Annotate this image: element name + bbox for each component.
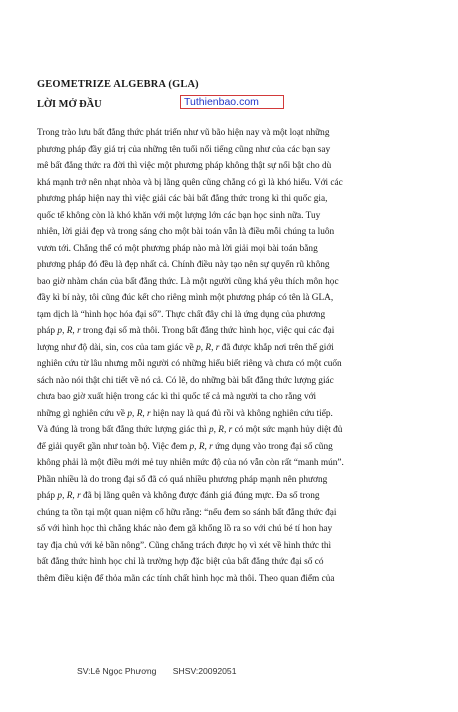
text-line: Phần nhiều là do trong đại số đã có quá nhiều phương pháp mạnh nên phương [37, 474, 328, 485]
section-heading: LỜI MỞ ĐẦU [37, 99, 102, 110]
text-line: pháp p, R, r trong đại số mà thôi. Trong bất đẳng thức hình học, việc qui các đại [37, 326, 335, 336]
page-footer [77, 666, 237, 676]
text-line: phương pháp đó đều là đẹp nhất cả. Chính điều này tạo nên sự quyến rũ không [37, 260, 330, 270]
text-line: phương pháp đầy giá trị của những tên tuổi nổi tiếng cũng như của các bạn say [37, 144, 331, 155]
text-line: nhiên, lời giải đẹp và trong sáng cho một bài toán vẫn là điều mỗi chúng ta luôn [37, 227, 335, 237]
text-line: vươn tới. Chẳng thể có một phương pháp nào mà lời giải mọi bài toán bằng [37, 243, 318, 254]
text-line: khá mạnh trở nên nhạt nhòa và bị lãng quên cũng chẳng có gì là khó hiểu. Với các [37, 177, 343, 188]
text-line: chúng ta tồn tại một quan niệm cố hữu rằng: “nếu đem so sánh bất đẳng thức đại [37, 507, 337, 518]
text-line: pháp p, R, r đã bị lãng quên và không được đánh giá đúng mực. Đa số trong [37, 491, 320, 501]
text-line: không phải là một điều mới mẻ tuy nhiên mức độ của nó vẫn còn rất “manh mún”. [37, 458, 344, 468]
text-line: nghiên cứu từ lâu nhưng mỗi người có những hiểu biết riêng và chưa có một cuốn [37, 359, 342, 369]
text-line: quốc tế không còn là khó khăn với một lượng lớn các bạn học sinh nữa. Tuy [37, 210, 321, 221]
text-line: tạm dịch là “hình học hóa đại số”. Thực chất đây chỉ là ứng dụng của phương [37, 309, 326, 320]
document-title: GEOMETRIZE ALGEBRA (GLA) [37, 79, 199, 90]
text-line: tay địa chủ với kẻ bần nông”. Cũng chẳng trách được họ vì xét về hình thức thì [37, 540, 332, 551]
text-line: phương pháp hiện nay thì việc giải các bài bất đẳng thức trong kì thi quốc gia, [37, 194, 328, 204]
text-line: bao giờ nhàm chán của bất đẳng thức. Là một người cũng khá yêu thích môn học [37, 276, 339, 287]
footer-student-id: SHSV:20092051 [172, 666, 237, 676]
text-line: chưa bao giờ xuất hiện trong các kì thi quốc tế cả mà người ta cho rằng với [37, 392, 317, 402]
text-line: bất đẳng thức hình học chỉ là trường hợp đặc biệt của bất đẳng thức đại số có [37, 557, 324, 567]
text-line: để giải quyết gần như toàn bộ. Việc đem p, R, r ứng dụng vào trong đại số cũng [37, 441, 333, 452]
text-line: những gì nghiên cứu về p, R, r hiện nay là quá đủ rồi và không nghiên cứu tiếp. [37, 408, 333, 419]
text-line: số với hình học thì chẳng khác nào đem gã khổng lồ ra so với chú bé tí hon hay [37, 524, 333, 534]
body-paragraph [37, 125, 432, 587]
text-line: Trong trào lưu bất đẳng thức phát triển như vũ bão hiện nay và một loạt những [37, 128, 330, 138]
text-line: mê bất đẳng thức ra đời thì việc một phương pháp không thật sự nổi bật cho dù [37, 161, 332, 171]
text-line: thêm điều kiện để thỏa mãn các tính chất hình học mà thôi. Theo quan điểm của [37, 573, 335, 584]
text-line: đầy kì bí này, tôi cũng đúc kết cho riêng mình một phương pháp có tên là GLA, [37, 293, 334, 303]
text-line: Và đúng là trong bất đẳng thức lượng giác thì p, R, r có một sức mạnh hủy diệt đủ [37, 425, 343, 435]
text-line: lượng như độ dài, sin, cos của tam giác về p, R, r đã được khắp nơi trên thế giới [37, 342, 334, 353]
watermark-link[interactable]: Tuthienbao.com [180, 95, 284, 109]
footer-author: SV:Lê Ngọc Phương [77, 666, 157, 676]
text-line: sách nào nói thật chi tiết về nó cả. Có lẽ, do những bài bất đẳng thức lượng giác [37, 375, 334, 386]
